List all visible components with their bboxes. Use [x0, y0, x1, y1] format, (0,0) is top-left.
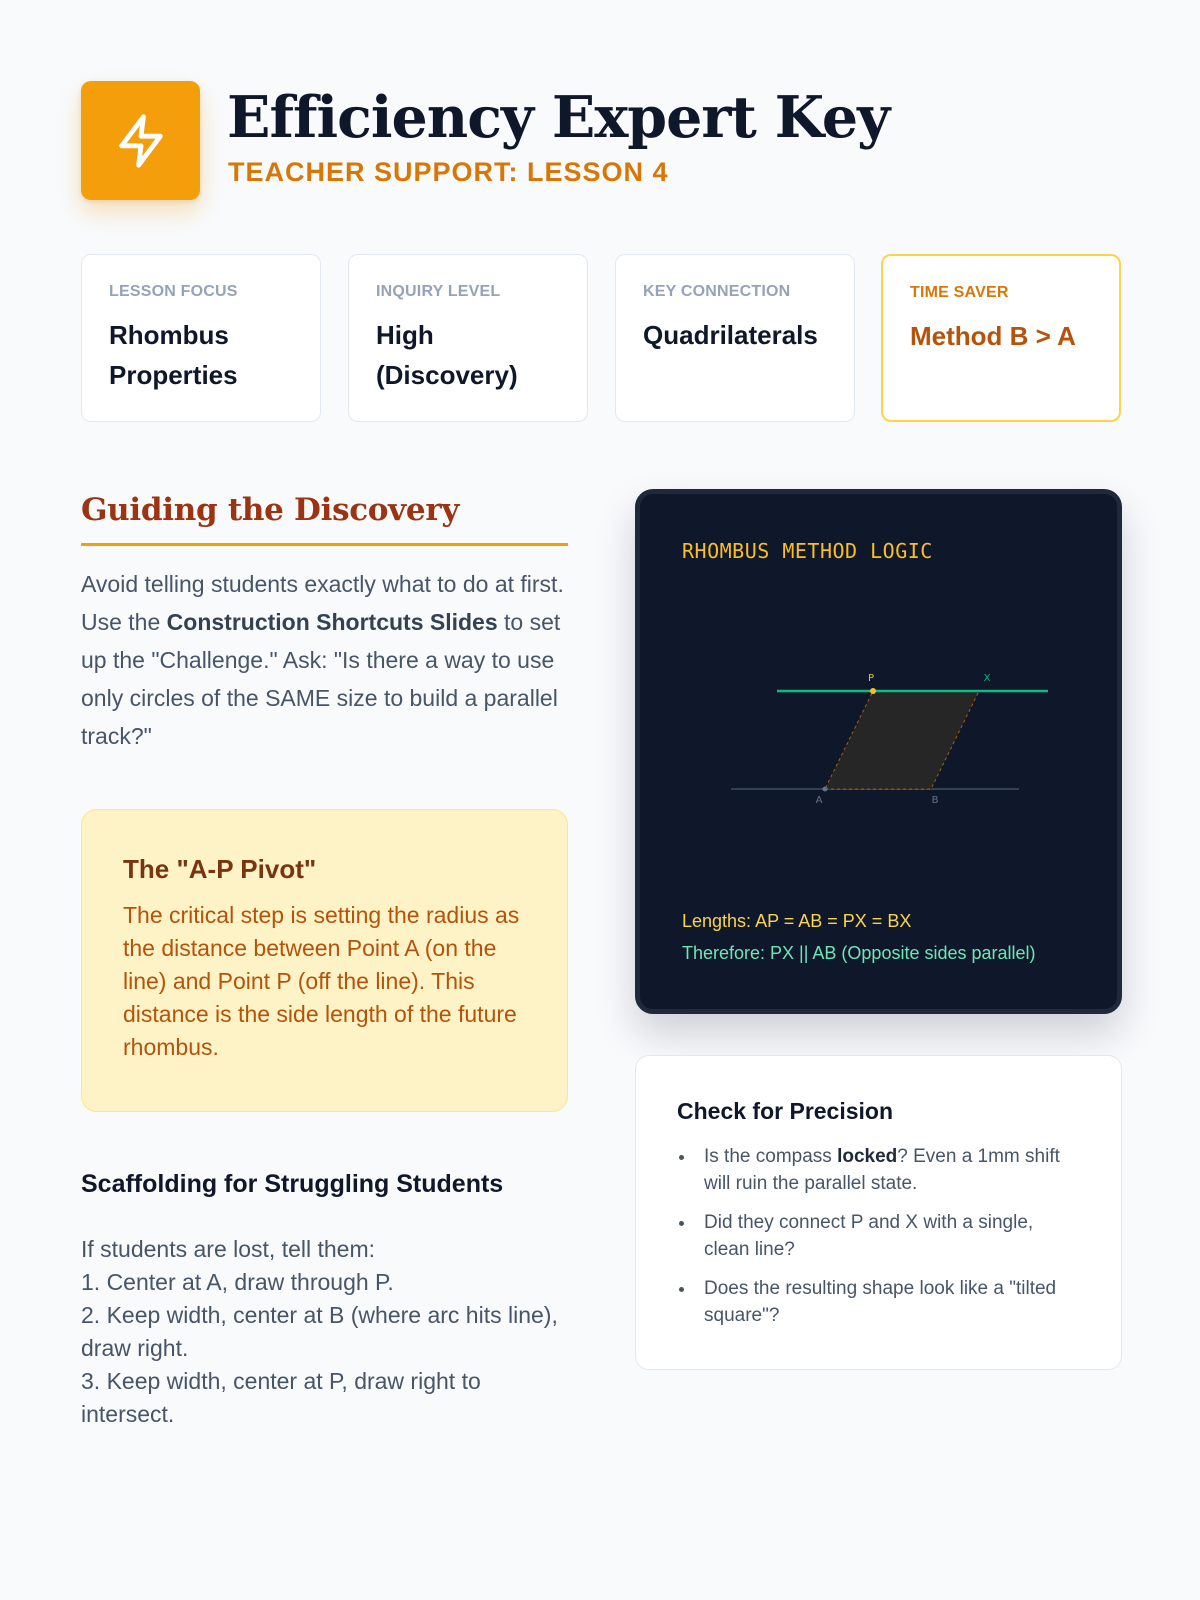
stat-card-key-connection: [615, 254, 855, 422]
scaffold-steps: [81, 1233, 568, 1431]
intro-text: Avoid telling students exactly what to do at first. Use the: [81, 571, 564, 635]
discovery-intro: [81, 565, 568, 755]
pivot-body: The critical step is setting the radius as the distance between Point A (on the line) and Point P (off the line). This distance is the side length of the future rhombus.: [123, 902, 520, 1060]
intro-text: to set up the "Challenge." Ask: "Is there a way to use only circles of the SAME size to build a parallel track?": [81, 609, 561, 749]
rhombus-shape: [825, 691, 979, 789]
page: [81, 0, 1121, 1600]
lightning-bolt-icon: [112, 112, 170, 170]
intro-emphasis: Construction Shortcuts Slides: [166, 609, 498, 635]
stat-card-lesson-focus: [81, 254, 321, 422]
stat-card-time-saver: [881, 254, 1121, 422]
item-emphasis: locked: [837, 1146, 898, 1167]
list-item: Did they connect P and X with a single, clean line?: [677, 1209, 1081, 1263]
stat-cards: [81, 254, 1121, 422]
logo: [81, 81, 200, 200]
label-x: X: [983, 673, 991, 684]
stat-label: INQUIRY LEVEL: [376, 283, 501, 300]
point-p: [870, 688, 876, 694]
precision-list: [677, 1143, 1081, 1329]
rhombus-diagram-card: [635, 489, 1122, 1014]
scaffold-line: If students are lost, tell them:: [81, 1236, 376, 1262]
stat-value: Quadrilaterals: [643, 320, 818, 350]
lengths-equation: Lengths: AP = AB = PX = BX: [682, 911, 912, 931]
precision-checklist: [635, 1055, 1122, 1370]
scaffold-line: 1. Center at A, draw through P.: [81, 1269, 394, 1295]
stat-value: Rhombus Properties: [109, 320, 238, 390]
pivot-title: The "A-P Pivot": [123, 854, 317, 884]
item-text: ? Even a 1mm shift will ruin the parallel state.: [704, 1146, 1060, 1194]
stat-value: High (Discovery): [376, 320, 518, 390]
stat-card-inquiry-level: [348, 254, 588, 422]
stat-label: KEY CONNECTION: [643, 283, 791, 300]
scaffold-title: Scaffolding for Struggling Students: [81, 1170, 504, 1198]
list-item: [677, 1143, 1081, 1197]
item-text: Is the compass: [704, 1146, 838, 1167]
pivot-callout: [81, 809, 568, 1112]
scaffold-line: 3. Keep width, center at P, draw right to intersect.: [81, 1368, 481, 1427]
label-p: P: [867, 673, 875, 684]
diagram-title: RHOMBUS METHOD LOGIC: [682, 539, 933, 563]
scaffold-line: 2. Keep width, center at B (where arc hits line), draw right.: [81, 1302, 558, 1361]
stat-label: TIME SAVER: [910, 284, 1009, 301]
parallel-conclusion: Therefore: PX || AB (Opposite sides parallel): [682, 943, 1036, 963]
header: [81, 81, 1121, 201]
point-a: [823, 787, 828, 792]
label-b: B: [931, 795, 939, 806]
page-subtitle: TEACHER SUPPORT: LESSON 4: [228, 157, 669, 187]
label-a: A: [815, 795, 823, 806]
stat-label: LESSON FOCUS: [109, 283, 238, 300]
page-title: Efficiency Expert Key: [227, 84, 890, 151]
list-item: Does the resulting shape look like a "tilted square"?: [677, 1275, 1081, 1329]
stat-value: Method B > A: [910, 321, 1076, 351]
precision-title: Check for Precision: [677, 1098, 894, 1124]
section-title-discovery: Guiding the Discovery: [81, 492, 568, 546]
